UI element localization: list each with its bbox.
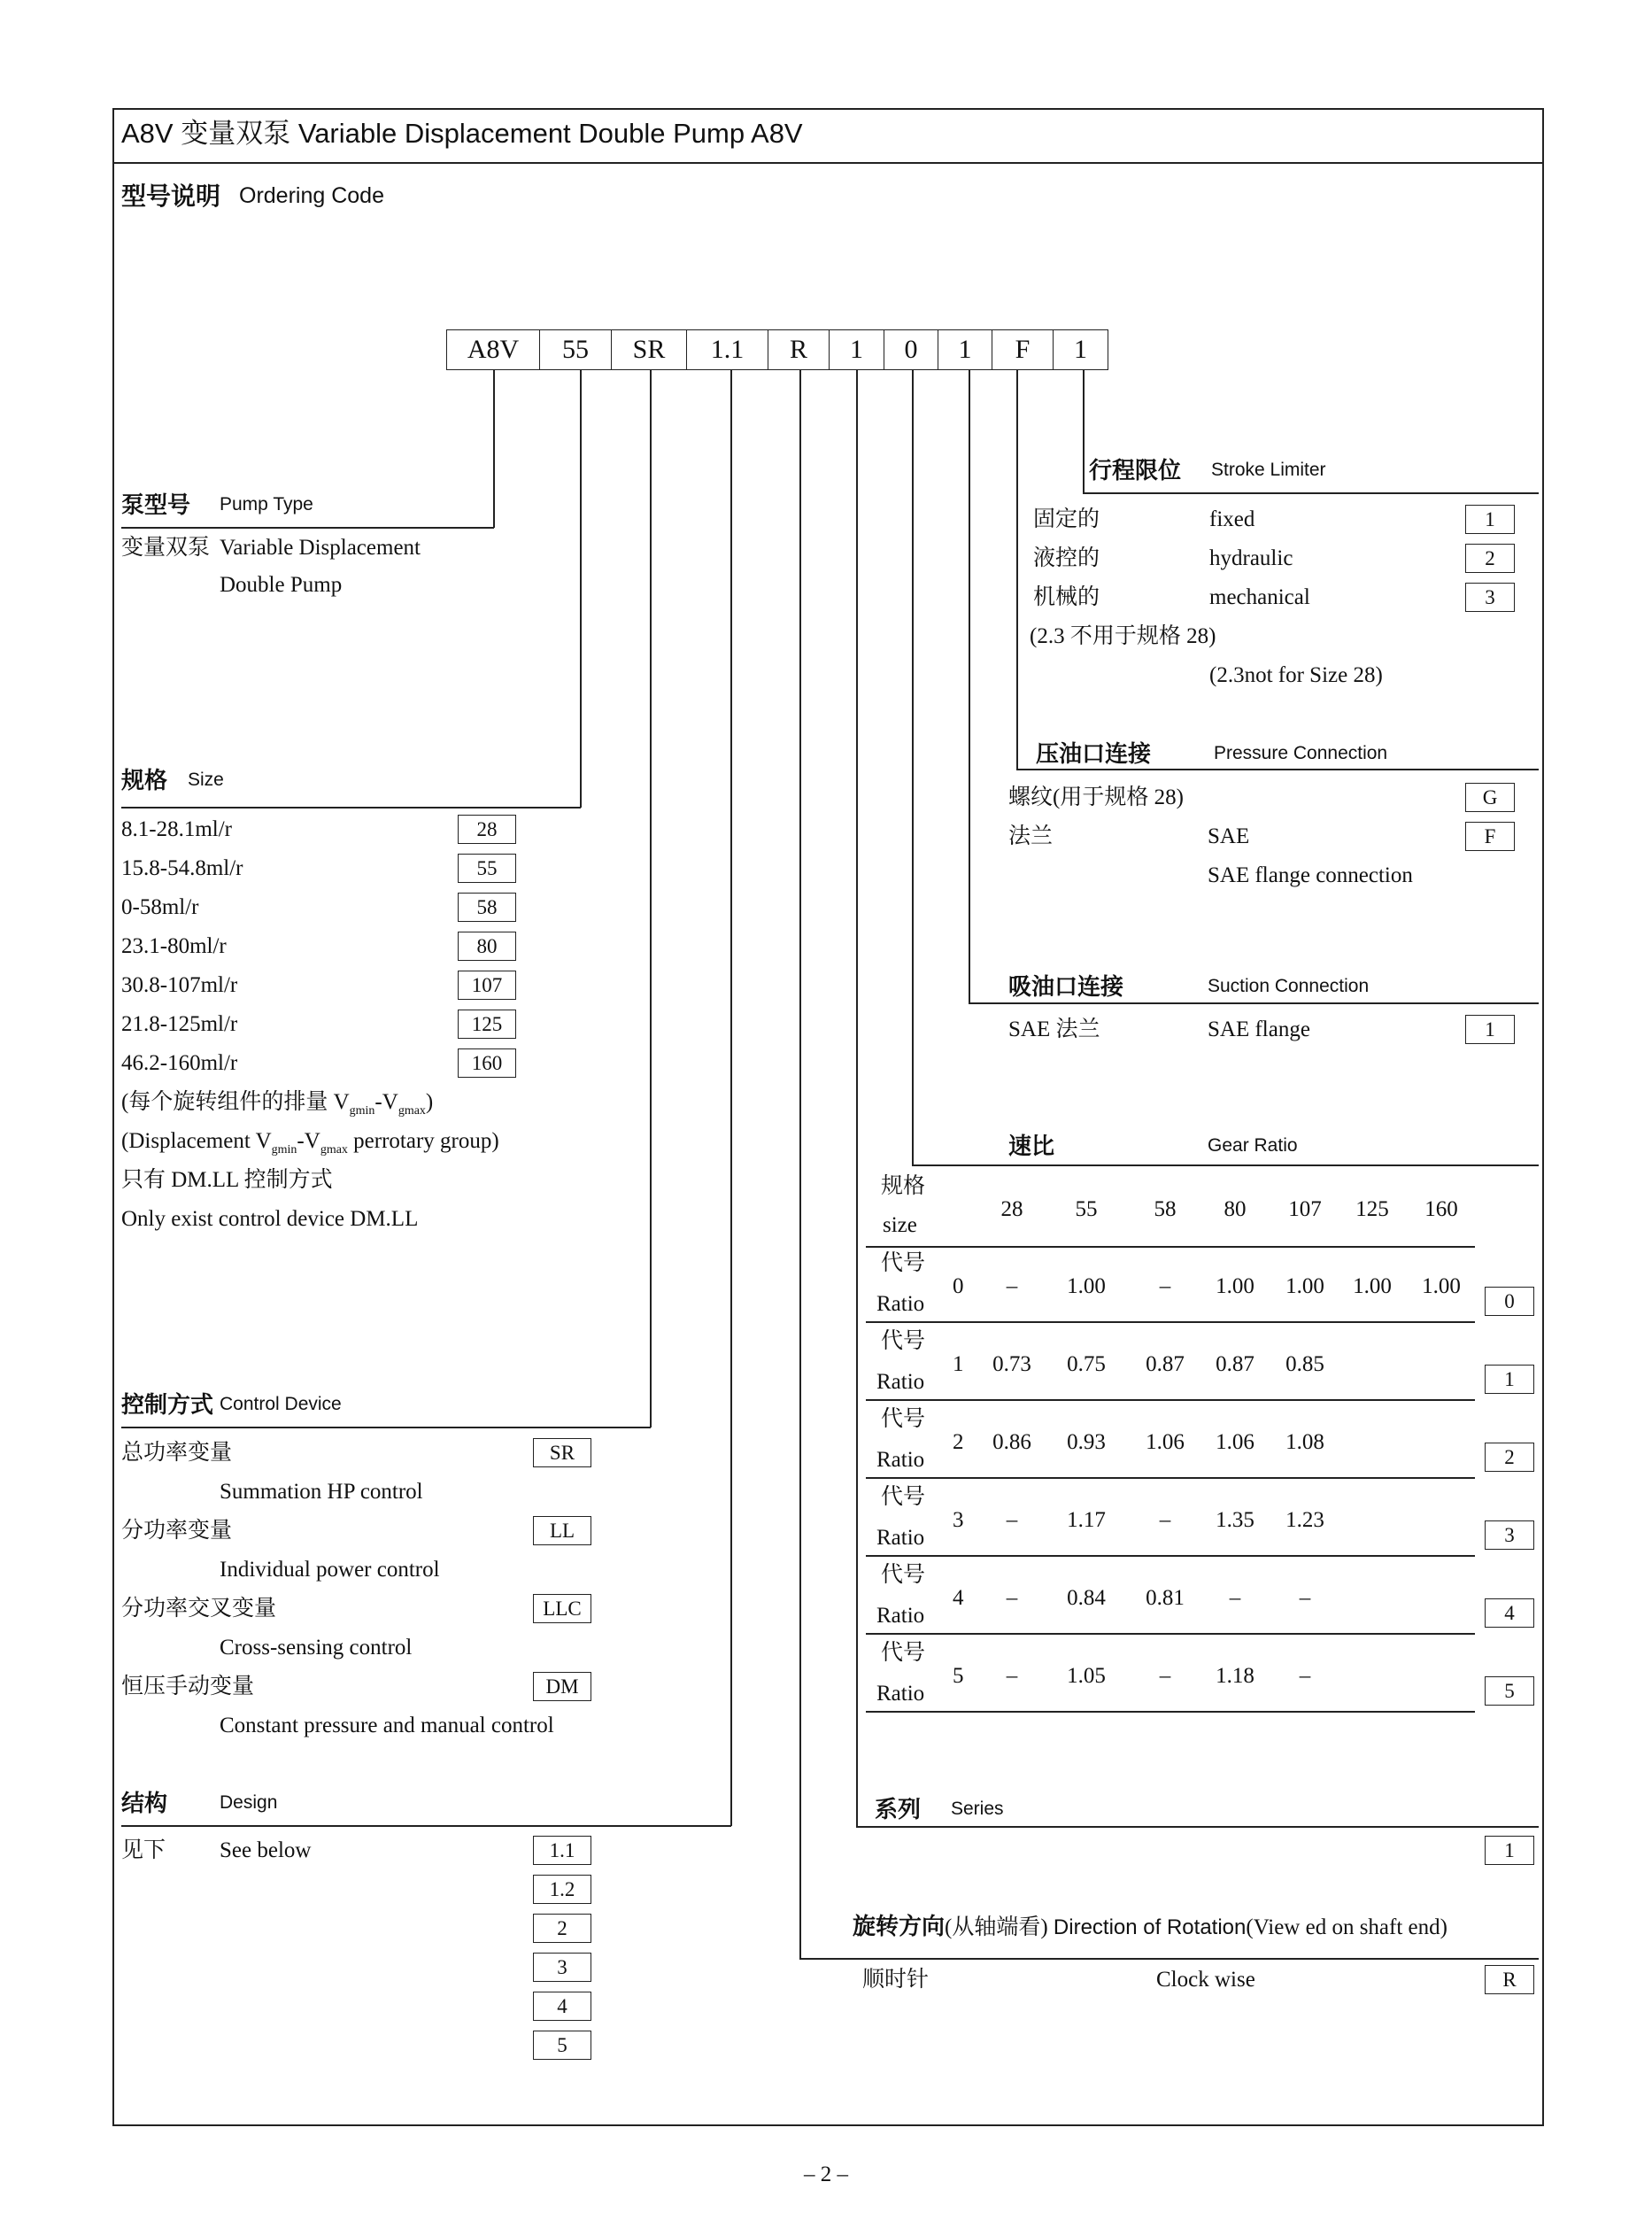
control-rule [121, 1427, 651, 1428]
gear-ratio-cell: 1.23 [1285, 1508, 1324, 1532]
gear-ratio-title-en: Gear Ratio [1208, 1135, 1298, 1156]
gear-row-label-en: Ratio [876, 1526, 925, 1550]
code-box-gear-ratio: 0 [884, 329, 938, 370]
gear-ratio-cell: 0.84 [1067, 1586, 1106, 1610]
gear-ratio-cell: 1.05 [1067, 1664, 1106, 1688]
pump-type-desc-en2: Double Pump [220, 573, 343, 597]
gear-ratio-cell: – [1299, 1586, 1311, 1610]
gear-ratio-cell: 0.73 [992, 1352, 1031, 1376]
gear-code-box: 5 [1485, 1676, 1534, 1706]
connector-design [730, 370, 732, 1826]
design-rule [121, 1825, 731, 1827]
pressure-note-en: SAE flange connection [1208, 863, 1413, 887]
gear-ratio-cell: 0.86 [992, 1430, 1031, 1454]
size-code-box: 80 [458, 932, 516, 961]
code-box-pressure: F [992, 329, 1054, 370]
gear-code-box: 3 [1485, 1520, 1534, 1550]
gear-row-label-en: Ratio [876, 1604, 925, 1628]
pressure-rule [1016, 769, 1539, 770]
frame-bottom [112, 2124, 1544, 2126]
size-range: 21.8-125ml/r [121, 1012, 238, 1036]
control-code-box: SR [533, 1438, 591, 1467]
size-range: 0-58ml/r [121, 895, 199, 919]
pump-type-title-cn: 泵型号 [121, 491, 191, 518]
series-title-en: Series [951, 1799, 1004, 1819]
stroke-item-en: mechanical [1209, 585, 1310, 609]
gear-ratio-cell: 0.85 [1285, 1352, 1324, 1376]
gear-ratio-cell: – [1229, 1586, 1241, 1610]
connector-rotation [799, 370, 801, 1959]
size-range: 15.8-54.8ml/r [121, 856, 243, 880]
control-item-cn: 分功率交叉变量 [121, 1597, 277, 1621]
size-code-box: 107 [458, 971, 516, 1000]
frame-right [1542, 108, 1544, 2126]
stroke-code-box: 1 [1465, 505, 1515, 534]
gear-ratio-cell: 1.35 [1216, 1508, 1254, 1532]
design-code-box: 4 [533, 1992, 591, 2021]
design-desc-cn: 见下 [121, 1838, 166, 1862]
gear-ratio-cell: 0.81 [1146, 1586, 1185, 1610]
gear-ratio-cell: 1.00 [1216, 1274, 1254, 1298]
size-note-en: (Displacement $V_{gmin}-V_{gmax}$ perrotary group) [121, 1129, 499, 1157]
gear-size-label-cn: 规格 [881, 1174, 926, 1198]
stroke-code-box: 3 [1465, 583, 1515, 612]
control-item-en: Individual power control [220, 1558, 440, 1582]
stroke-title-en: Stroke Limiter [1211, 460, 1326, 480]
size-title-en: Size [188, 770, 224, 790]
suction-title-en: Suction Connection [1208, 976, 1370, 996]
stroke-item-en: fixed [1209, 507, 1255, 531]
design-code-box: 1.2 [533, 1875, 591, 1904]
gear-ratio-cell: 1.06 [1146, 1430, 1185, 1454]
size-range: 30.8-107ml/r [121, 973, 238, 997]
connector-gear-ratio [912, 370, 914, 1165]
page-number: – 2 – [804, 2162, 848, 2186]
pressure-title-en: Pressure Connection [1214, 743, 1388, 763]
code-box-pump-type: A8V [446, 329, 540, 370]
gear-ratio-cell: 0.87 [1216, 1352, 1254, 1376]
pump-type-title-en: Pump Type [220, 494, 313, 515]
pressure-item-cn: 法兰 [1008, 824, 1054, 848]
gear-row-label-cn: 代号 [881, 1563, 926, 1587]
rotation-code-box: R [1485, 1965, 1534, 1994]
pressure-item-en: SAE [1208, 824, 1250, 848]
code-box-stroke: 1 [1053, 329, 1108, 370]
gear-size-header: 80 [1224, 1197, 1247, 1221]
design-code-box: 5 [533, 2031, 591, 2060]
gear-ratio-cell: 0.93 [1067, 1430, 1106, 1454]
gear-size-header: 55 [1075, 1197, 1098, 1221]
size-code-box: 160 [458, 1048, 516, 1078]
gear-ratio-rule [912, 1164, 1539, 1166]
gear-ratio-cell: 1.00 [1353, 1274, 1392, 1298]
connector-pump-type [493, 370, 495, 528]
suction-rule [969, 1002, 1539, 1004]
size-note-dm-cn: 只有 DM.LL 控制方式 [121, 1168, 333, 1192]
series-title-cn: 系列 [875, 1796, 922, 1822]
pressure-item-cn: 螺纹(用于规格 28) [1008, 785, 1184, 809]
gear-row-divider [866, 1711, 1475, 1713]
size-note-cn: (每个旋转组件的排量 $V_{gmin}-V_{gmax}$) [121, 1090, 434, 1118]
pressure-code-box: F [1465, 822, 1515, 851]
gear-row-label-cn: 代号 [881, 1485, 926, 1509]
size-range: 46.2-160ml/r [121, 1051, 238, 1075]
gear-ratio-cell: 1.08 [1285, 1430, 1324, 1454]
size-code-box: 58 [458, 893, 516, 922]
gear-row-label-cn: 代号 [881, 1407, 926, 1431]
frame-left [112, 108, 114, 2126]
gear-ratio-cell: 1.06 [1216, 1430, 1254, 1454]
size-code-box: 28 [458, 815, 516, 844]
stroke-note-cn: (2.3 不用于规格 28) [1030, 624, 1216, 648]
gear-row-divider [866, 1633, 1475, 1635]
size-code-box: 125 [458, 1010, 516, 1039]
pump-type-desc-cn: 变量双泵 [121, 536, 211, 560]
gear-size-label-en: size [883, 1213, 917, 1237]
gear-row-label-cn: 代号 [881, 1329, 926, 1353]
design-title-en: Design [220, 1792, 278, 1813]
gear-ratio-cell: – [1299, 1664, 1311, 1688]
code-box-suction: 1 [938, 329, 992, 370]
series-rule [856, 1826, 1539, 1828]
gear-row-divider [866, 1246, 1475, 1248]
pump-type-rule [121, 527, 494, 529]
gear-code-box: 1 [1485, 1365, 1534, 1394]
gear-size-header: 28 [1000, 1197, 1023, 1221]
control-item-en: Cross-sensing control [220, 1636, 413, 1660]
gear-row-code: 3 [953, 1508, 964, 1532]
ordering-code-title-cn: 型号说明 [121, 182, 221, 210]
gear-ratio-cell: – [1006, 1586, 1018, 1610]
control-item-cn: 恒压手动变量 [121, 1675, 255, 1698]
rotation-title: 旋转方向(从轴端看) Direction of Rotation(View ed on shaft end) [853, 1913, 1447, 1939]
gear-ratio-cell: – [1159, 1508, 1171, 1532]
suction-code-box: 1 [1465, 1015, 1515, 1044]
code-box-series: 1 [829, 329, 884, 370]
gear-ratio-title-cn: 速比 [1008, 1133, 1055, 1159]
gear-row-label-en: Ratio [876, 1682, 925, 1706]
stroke-item-en: hydraulic [1209, 546, 1293, 570]
gear-row-code: 0 [953, 1274, 964, 1298]
connector-size [580, 370, 582, 808]
suction-desc-en: SAE flange [1208, 1017, 1310, 1041]
gear-size-header: 107 [1288, 1197, 1322, 1221]
gear-row-label-cn: 代号 [881, 1641, 926, 1665]
stroke-note-en: (2.3not for Size 28) [1209, 663, 1383, 687]
design-code-box: 1.1 [533, 1836, 591, 1865]
suction-desc-cn: SAE 法兰 [1008, 1017, 1100, 1041]
suction-title-cn: 吸油口连接 [1008, 973, 1124, 1000]
control-code-box: LLC [533, 1594, 591, 1623]
gear-ratio-cell: 1.00 [1285, 1274, 1324, 1298]
stroke-item-cn: 机械的 [1033, 585, 1100, 609]
connector-control [650, 370, 652, 1427]
gear-size-header: 125 [1355, 1197, 1389, 1221]
gear-ratio-cell: – [1006, 1274, 1018, 1298]
size-title-cn: 规格 [121, 767, 168, 793]
code-box-rotation: R [768, 329, 830, 370]
gear-row-label-en: Ratio [876, 1448, 925, 1472]
stroke-title-cn: 行程限位 [1089, 457, 1182, 484]
design-code-box: 2 [533, 1914, 591, 1943]
pump-type-desc-en1: Variable Displacement [220, 536, 421, 560]
gear-row-divider [866, 1477, 1475, 1479]
size-range: 8.1-28.1ml/r [121, 817, 232, 841]
size-note-dm-en: Only exist control device DM.LL [121, 1207, 419, 1231]
code-box-design: 1.1 [686, 329, 768, 370]
gear-size-header: 160 [1424, 1197, 1458, 1221]
gear-code-box: 0 [1485, 1287, 1534, 1316]
control-title-cn: 控制方式 [121, 1391, 214, 1418]
code-box-control: SR [611, 329, 687, 370]
code-box-size: 55 [539, 329, 612, 370]
design-desc-en: See below [220, 1838, 312, 1862]
gear-row-code: 1 [953, 1352, 964, 1376]
gear-row-code: 5 [953, 1664, 964, 1688]
connector-stroke [1083, 370, 1085, 493]
gear-code-box: 4 [1485, 1598, 1534, 1628]
page-title: A8V 变量双泵 Variable Displacement Double Pump A8V [121, 118, 803, 149]
frame-top [112, 108, 1544, 110]
gear-ratio-cell: – [1159, 1274, 1171, 1298]
design-title-cn: 结构 [121, 1790, 168, 1816]
gear-ratio-cell: – [1006, 1664, 1018, 1688]
gear-code-box: 2 [1485, 1443, 1534, 1472]
connector-pressure [1016, 370, 1018, 770]
size-code-box: 55 [458, 854, 516, 883]
control-item-cn: 分功率变量 [121, 1519, 233, 1543]
gear-row-label-cn: 代号 [881, 1251, 926, 1275]
rotation-desc-cn: 顺时针 [862, 1968, 930, 1992]
control-item-en: Summation HP control [220, 1480, 423, 1504]
control-item-cn: 总功率变量 [121, 1441, 233, 1465]
gear-ratio-cell: 1.00 [1422, 1274, 1461, 1298]
gear-ratio-cell: – [1006, 1508, 1018, 1532]
stroke-rule [1083, 492, 1539, 494]
gear-ratio-cell: – [1159, 1664, 1171, 1688]
gear-ratio-cell: 0.75 [1067, 1352, 1106, 1376]
gear-size-header: 58 [1154, 1197, 1177, 1221]
gear-row-divider [866, 1555, 1475, 1557]
connector-series [856, 370, 858, 1827]
control-code-box: LL [533, 1516, 591, 1545]
gear-ratio-cell: 1.18 [1216, 1664, 1254, 1688]
rotation-rule [799, 1958, 1539, 1960]
gear-ratio-cell: 0.87 [1146, 1352, 1185, 1376]
rotation-desc-en: Clock wise [1156, 1968, 1255, 1992]
pressure-title-cn: 压油口连接 [1036, 740, 1152, 767]
size-range: 23.1-80ml/r [121, 934, 227, 958]
gear-row-label-en: Ratio [876, 1370, 925, 1394]
stroke-item-cn: 固定的 [1033, 507, 1100, 531]
pressure-code-box: G [1465, 783, 1515, 812]
control-code-box: DM [533, 1672, 591, 1701]
gear-row-divider [866, 1321, 1475, 1323]
gear-row-divider [866, 1399, 1475, 1401]
series-code-box: 1 [1485, 1836, 1534, 1865]
title-divider [112, 162, 1544, 164]
gear-ratio-cell: 1.00 [1067, 1274, 1106, 1298]
gear-row-code: 2 [953, 1430, 964, 1454]
stroke-code-box: 2 [1465, 544, 1515, 573]
gear-row-code: 4 [953, 1586, 964, 1610]
gear-ratio-cell: 1.17 [1067, 1508, 1106, 1532]
gear-row-label-en: Ratio [876, 1292, 925, 1316]
control-title-en: Control Device [220, 1394, 342, 1414]
design-code-box: 3 [533, 1953, 591, 1982]
control-item-en: Constant pressure and manual control [220, 1714, 554, 1737]
ordering-code-title-en: Ordering Code [239, 183, 384, 208]
connector-suction [969, 370, 970, 1003]
size-rule [121, 807, 581, 809]
stroke-item-cn: 液控的 [1033, 546, 1100, 570]
